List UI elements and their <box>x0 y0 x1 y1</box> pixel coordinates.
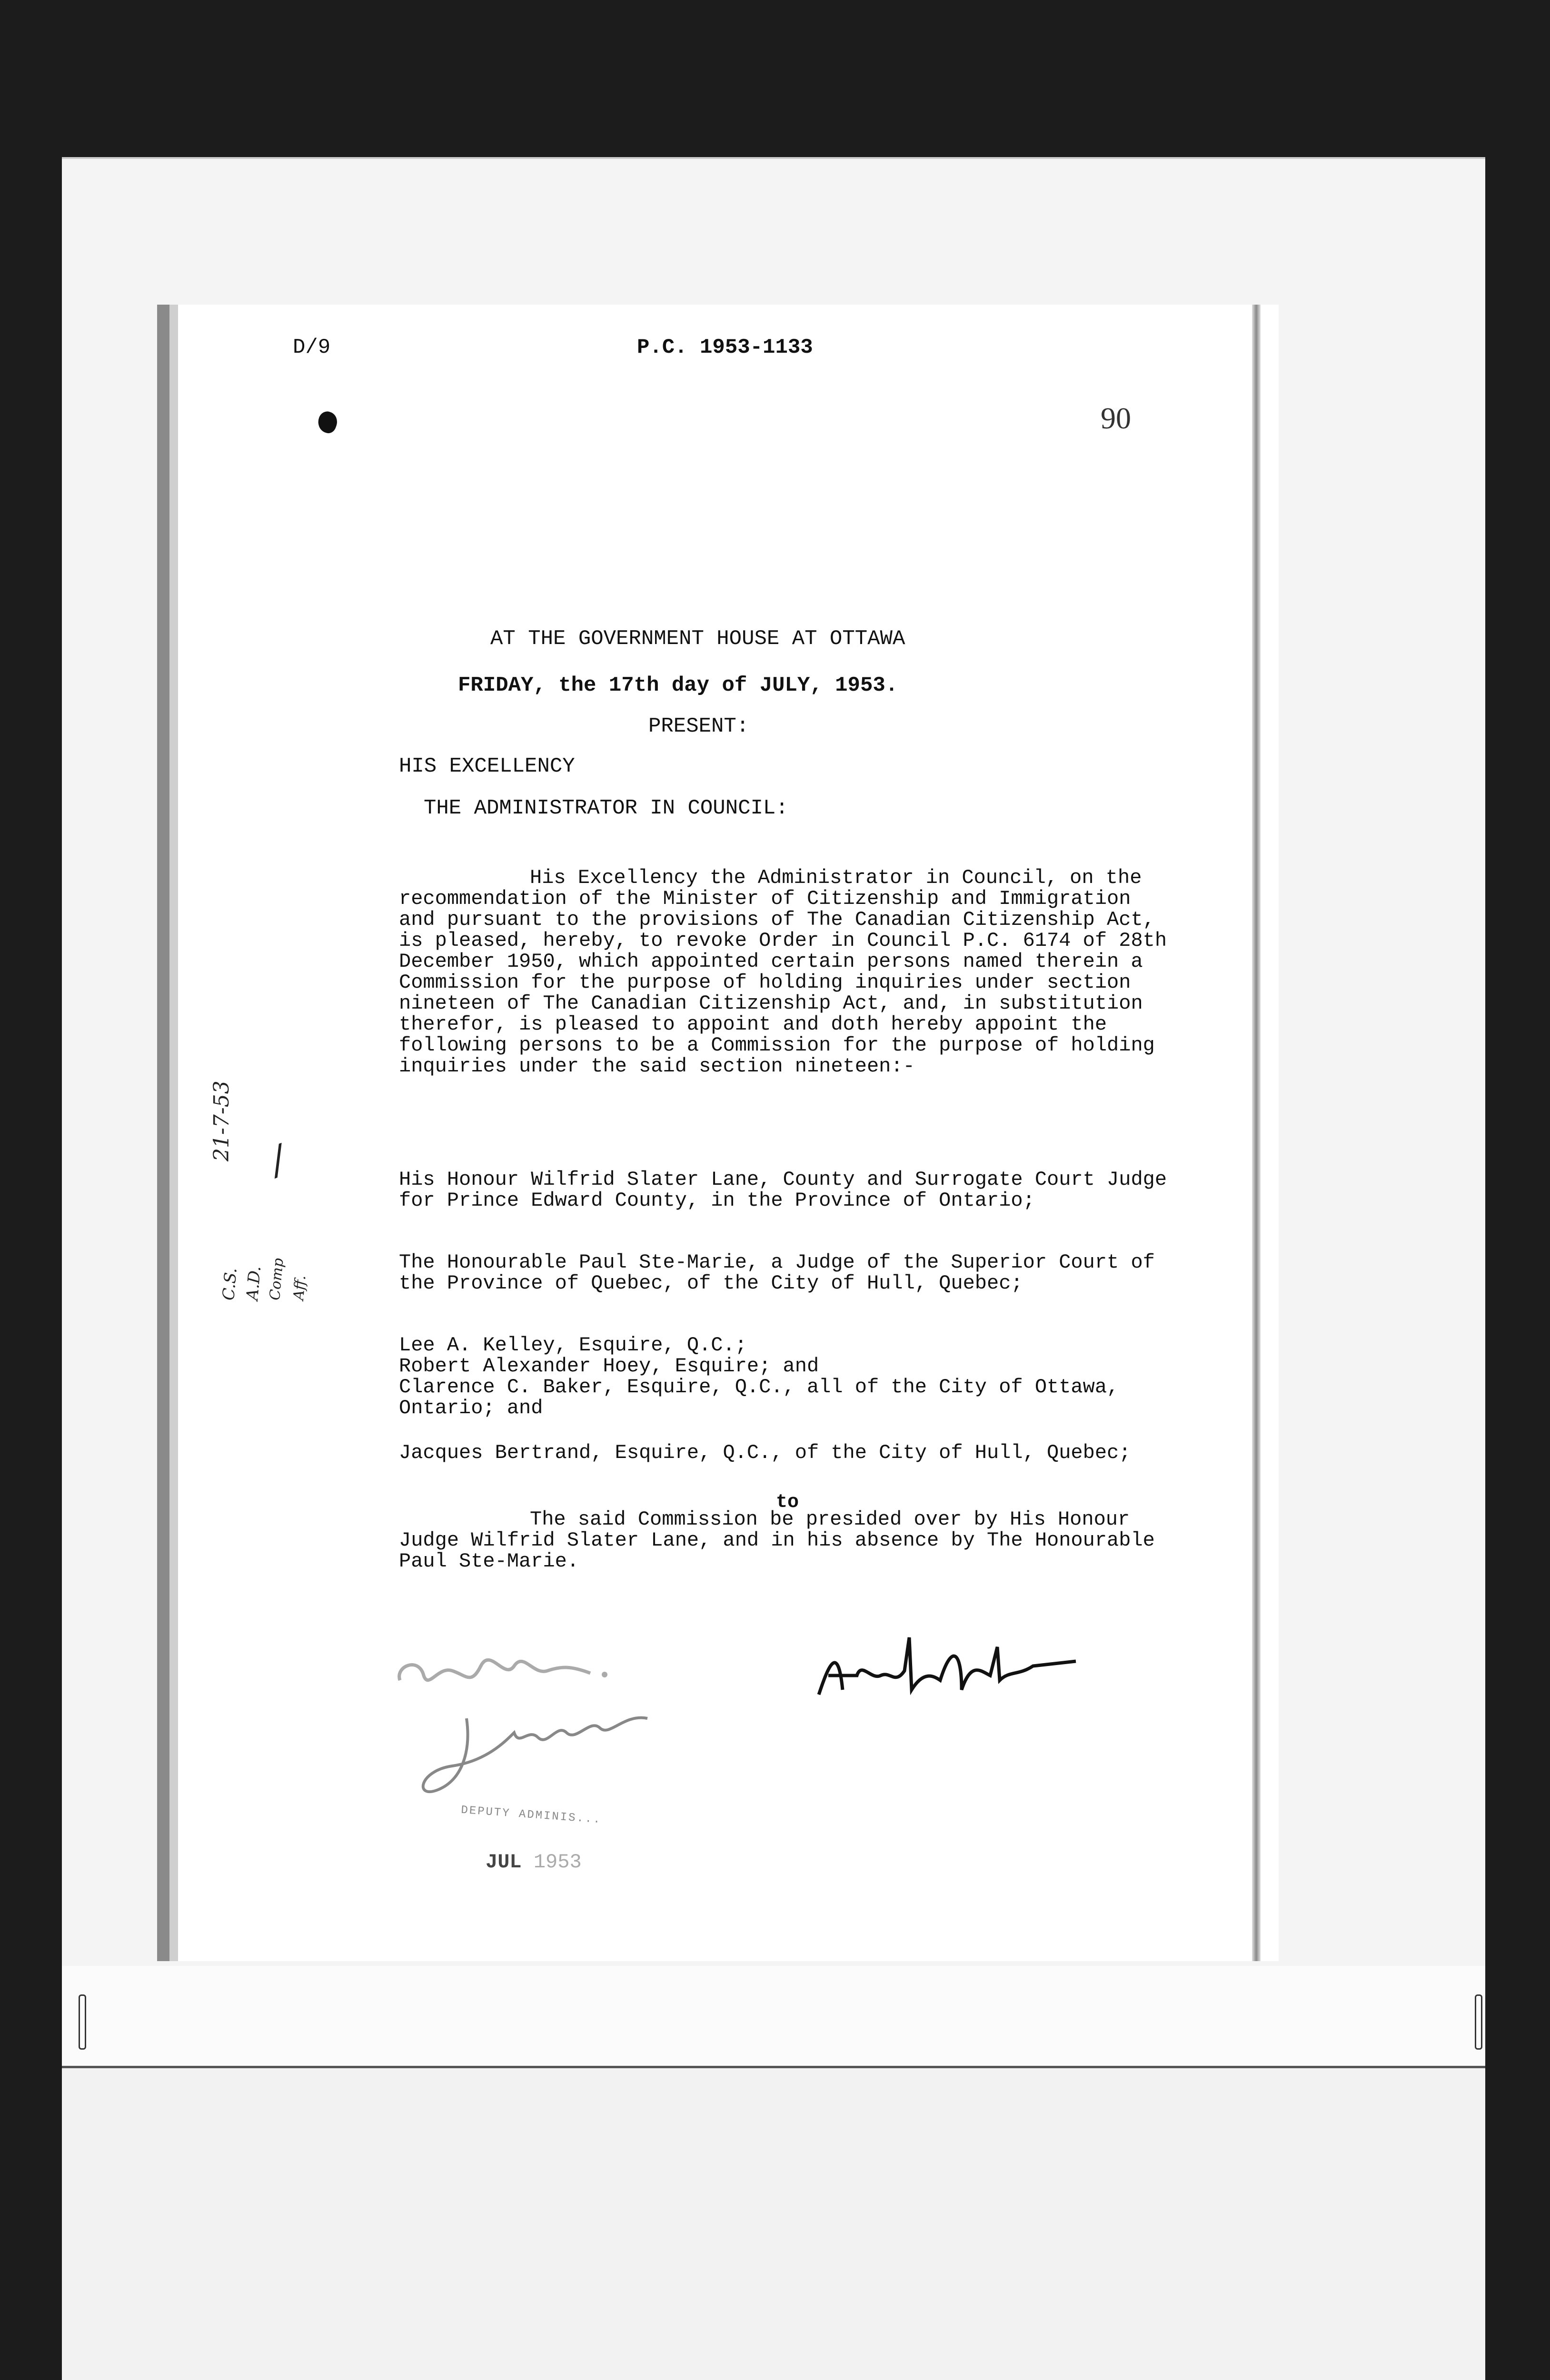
body-paragraph-6-text: The said Commission be presided over by His Honour Judge Wilfrid Slater Lane, and in his absence by The Honourable Paul Ste-Marie. <box>399 1508 1155 1573</box>
body-paragraph-2-text: His Honour Wilfrid Slater Lane, County and Surrogate Court Judge for Prince Edward County, in the Province of Ontario; <box>399 1168 1167 1212</box>
margin-date-note: 21-7-53 <box>209 1081 234 1161</box>
present-heading: PRESENT: <box>648 714 749 738</box>
margin-note-4: Aff. <box>290 1274 309 1301</box>
margin-note-2: A.D. <box>243 1265 265 1301</box>
order-number: P.C. 1953-1133 <box>637 336 813 359</box>
administrator-signature <box>809 1623 1085 1718</box>
body-paragraph-3-text: The Honourable Paul Ste-Marie, a Judge of the Superior Court of the Province of Quebec, of the City of Hull, Quebec; <box>399 1251 1155 1295</box>
body-paragraph-6 <box>399 1509 1170 1572</box>
approved-signature <box>390 1637 638 1704</box>
body-paragraph-5-text: Jacques Bertrand, Esquire, Q.C., of the City of Hull, Quebec; <box>399 1441 1131 1464</box>
body-paragraph-2 <box>399 1169 1170 1211</box>
body-paragraph-4-line-2: Robert Alexander Hoey, Esquire; and <box>399 1355 819 1378</box>
approval-initials-signature <box>409 1699 666 1809</box>
document-page-edge <box>1252 305 1261 1961</box>
body-paragraph-5 <box>399 1442 1170 1463</box>
strip-mark-left <box>79 1994 86 2050</box>
scan-film-strip <box>62 1966 1485 2068</box>
file-code: D/9 <box>293 336 331 359</box>
margin-note-3: Comp <box>267 1257 287 1301</box>
body-paragraph-4 <box>399 1335 1170 1418</box>
stamp-date <box>486 1851 582 1874</box>
document-page <box>157 305 1279 1961</box>
body-paragraph-4-line-1: Lee A. Kelley, Esquire, Q.C.; <box>399 1334 747 1357</box>
administrator-heading: THE ADMINISTRATOR IN COUNCIL: <box>424 796 788 820</box>
place-heading: AT THE GOVERNMENT HOUSE AT OTTAWA <box>490 627 905 651</box>
deputy-administrator-stamp: DEPUTY ADMINIS... <box>460 1804 602 1827</box>
date-heading: FRIDAY, the 17th day of JULY, 1953. <box>458 674 898 697</box>
his-excellency-heading: HIS EXCELLENCY <box>399 754 575 778</box>
strip-mark-right <box>1475 1994 1482 2050</box>
body-paragraph-4-line-3: Clarence C. Baker, Esquire, Q.C., all of the City of Ottawa, Ontario; and <box>399 1376 1119 1419</box>
stamp-date-month: JUL <box>486 1851 522 1874</box>
body-paragraph-1 <box>399 867 1170 1077</box>
margin-note-1: C.S. <box>219 1267 241 1301</box>
stamp-date-rest: 1953 <box>533 1851 582 1874</box>
body-paragraph-1-text: His Excellency the Administrator in Council, on the recommendation of the Minister of Citizenship and Immigration and pursuant to the provisions of The Canadian Citizenship Act, is pleased, hereby, to revoke Order in Council P.C. 6174 of 28th December 1950, which appointed certain persons named therein a Commission for the purpose of holding inquiries under section nineteen of The Canadian Citizenship Act, and, in substitution therefor, is pleased to appoint and doth hereby appoint the following persons to be a Commission for the purpose of holding inquiries under the said section nineteen:- <box>399 866 1167 1078</box>
margin-tick: / <box>264 1137 292 1183</box>
body-paragraph-3 <box>399 1252 1170 1294</box>
page-number: 90 <box>1101 401 1131 435</box>
handwritten-insert: to <box>776 1492 799 1513</box>
